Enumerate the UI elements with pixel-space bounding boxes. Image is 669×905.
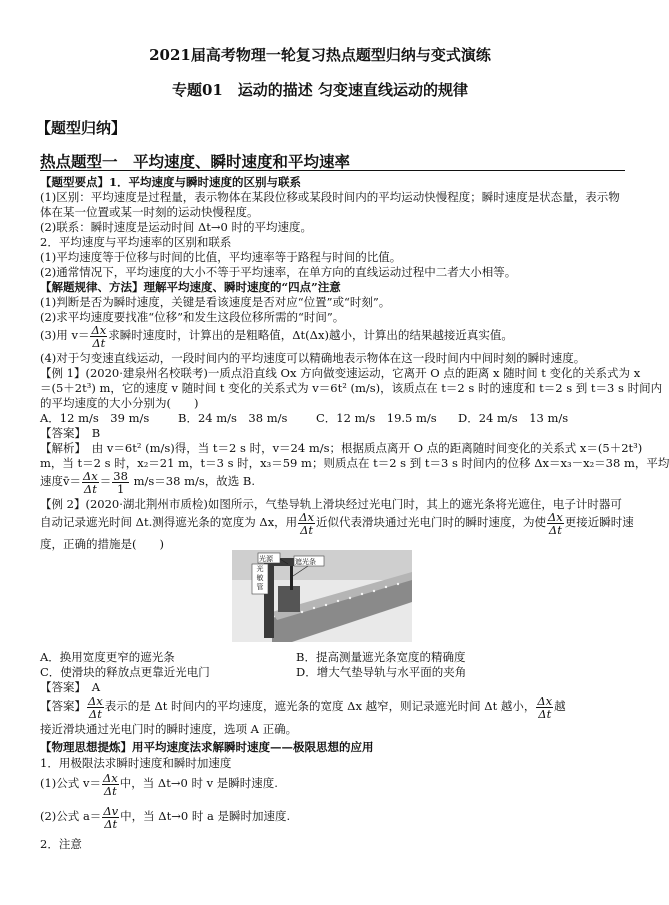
text-line: (2)求平均速度要找准“位移”和发生这段位移所需的“时间”。 — [40, 310, 345, 324]
example-2-stem: 【例 2】(2020·湖北荆州市质检)如图所示，气垫导轨上滑块经过光电门时，其上的遮光条将光遮住，电子计时器可 — [40, 497, 622, 511]
answer-line: 【答案】 A — [40, 680, 101, 694]
text-line: m，当 t＝2 s 时，x₂＝21 m，t＝3 s 时，x₃＝59 m；则质点在 t＝2 s 到 t＝3 s 时间内的位移 Δx＝x₃－x₂＝38 m，平均 — [40, 456, 669, 470]
text-line-formula: 自动记录遮光时间 Δt.测得遮光条的宽度为 Δx，用 $\frac{\Delta x}{\Delta t}$ 近似代表滑块通过光电门时的瞬时速度，为使 $\frac{\Delta x}{\Delta t}$ 更接近瞬时速 — [40, 509, 634, 537]
fraction: $\frac{\Delta x}{\Delta t}$ — [83, 468, 98, 496]
text-line: (4)对于匀变速直线运动，一段时间内的平均速度可以精确地表示物体在这一段时间内中间时刻的瞬时速度。 — [40, 351, 586, 365]
fraction: $\frac{\Delta x}{\Delta t}$ — [547, 509, 563, 537]
text-line: (1)区别：平均速度是过程量，表示物体在某段位移或某段时间内的平均运动快慢程度；瞬时速度是状态量，表示物 — [40, 190, 620, 204]
text-line: (1)判断是否为瞬时速度，关键是看该速度是否对应“位置”或“时刻”。 — [40, 295, 391, 309]
topic-heading: 热点题型一 平均速度、瞬时速度和平均速率 — [40, 152, 351, 171]
text-line-formula: (3)用 v＝ $\frac{\Delta x}{\Delta t}$ 求瞬时速度时，计算出的是粗略值，Δt(Δx)越小，计算出的结果越接近真实值。 — [40, 322, 513, 350]
text-line: 体在某一位置或某一时刻的运动快慢程度。 — [40, 205, 259, 219]
text-line: (2)通常情况下，平均速度的大小不等于平均速率，在单方向的直线运动过程中二者大小相等。 — [40, 265, 517, 279]
option-a: A．换用宽度更窄的遮光条 — [40, 650, 175, 664]
fraction: $\frac{\Delta v}{\Delta t}$ — [103, 803, 119, 831]
example-2-options-row1 — [40, 650, 612, 665]
heading-rule — [40, 170, 625, 171]
option-c: C．使滑块的释放点更靠近光电门 — [40, 665, 210, 679]
fraction: $\frac{\Delta x}{\Delta t}$ — [88, 693, 103, 721]
formula-a: (2)公式 a＝ $\frac{\Delta v}{\Delta t}$ 中，当 Δt→0 时 a 是瞬时加速度. — [40, 803, 291, 831]
text-line: 的平均速度的大小分别为( ) — [40, 396, 199, 410]
option-b: B．提高测量遮光条宽度的精确度 — [296, 650, 466, 664]
document-title: 2021届高考物理一轮复习热点题型归纳与变式演练 — [149, 46, 491, 64]
fraction: $\frac{\Delta x}{\Delta t}$ — [299, 509, 314, 537]
text-line: 【题型要点】1．平均速度与瞬时速度的区别与联系 — [40, 175, 301, 189]
analysis-line: 【解析】 由 v＝6t² (m/s)得，当 t＝2 s 时，v＝24 m/s；根据质点离开 O 点的距离随时间变化的关系式 x＝(5＋2t³) — [40, 441, 643, 455]
text-line: (1)平均速度等于位移与时间的比值，平均速率等于路程与时间的比值。 — [40, 250, 402, 264]
fraction: $\frac{\Delta x}{\Delta t}$ — [102, 770, 118, 798]
option-d: D．增大气垫导轨与水平面的夹角 — [296, 665, 467, 679]
text-line: 【解题规律、方法】理解平均速度、瞬时速度的“四点”注意 — [40, 280, 341, 294]
text-line: 度，正确的措施是( ) — [40, 537, 164, 551]
example-2-options-row2 — [40, 665, 612, 680]
option-a: A．12 m/s 39 m/s — [40, 411, 150, 425]
fraction: $\frac{38}{1}$ — [113, 468, 128, 496]
text-line: 2．注意 — [40, 837, 82, 851]
example-1-options — [40, 411, 612, 426]
explanation-line: 【答案】 $\frac{\Delta x}{\Delta t}$ 表示的是 Δt 时间内的平均速度，遮光条的宽度 Δx 越窄，则记录遮光时间 Δt 越小， $\frac{\Delta x}{\Delta t}$ 越 — [40, 693, 566, 721]
fraction: $\frac{\Delta x}{\Delta t}$ — [537, 693, 553, 721]
text-line-formula: 速度v̄＝ $\frac{\Delta x}{\Delta t}$ ＝ $\frac{38}{1}$ m/s＝38 m/s，故选 B. — [40, 468, 256, 496]
option-b: B．24 m/s 38 m/s — [178, 411, 288, 425]
document-subtitle: 专题01 运动的描述 匀变速直线运动的规律 — [171, 81, 469, 99]
text-line: 接近滑块通过光电门时的瞬时速度，选项 A 正确。 — [40, 722, 298, 736]
text-line: (2)联系：瞬时速度是运动时间 Δt→0 时的平均速度。 — [40, 220, 312, 234]
example-1-stem: 【例 1】(2020·建泉州名校联考)一质点沿直线 Ox 方向做变速运动，它离开 O 点的距离 x 随时间 t 变化的关系式为 x — [40, 366, 641, 380]
answer-line: 【答案】 B — [40, 426, 101, 440]
text-line: 【物理思想提炼】用平均速度法求解瞬时速度——极限思想的应用 — [40, 740, 374, 754]
option-d: D．24 m/s 13 m/s — [458, 411, 569, 425]
section-label: 【题型归纳】 — [36, 119, 127, 137]
label-strip: 遮光条 — [295, 558, 316, 566]
text-line: 1．用极限法求瞬时速度和瞬时加速度 — [40, 756, 232, 770]
formula-v: (1)公式 v＝ $\frac{\Delta x}{\Delta t}$ 中，当 Δt→0 时 v 是瞬时速度. — [40, 770, 278, 798]
text-line: ＝(5＋2t³) m，它的速度 v 随时间 t 变化的关系式为 v＝6t² (m/s)，该质点在 t＝2 s 时的速度和 t＝2 s 到 t＝3 s 时间内 — [40, 381, 663, 395]
air-track-figure — [232, 550, 412, 642]
text-line: 2．平均速度与平均速率的区别和联系 — [40, 235, 232, 249]
air-track-photo — [232, 550, 412, 642]
label-light-source: 光源 — [259, 555, 273, 563]
fraction: $\frac{\Delta x}{\Delta t}$ — [91, 322, 107, 350]
label-photo-tube: 光敏管 — [256, 565, 264, 591]
option-c: C．12 m/s 19.5 m/s — [316, 411, 437, 425]
